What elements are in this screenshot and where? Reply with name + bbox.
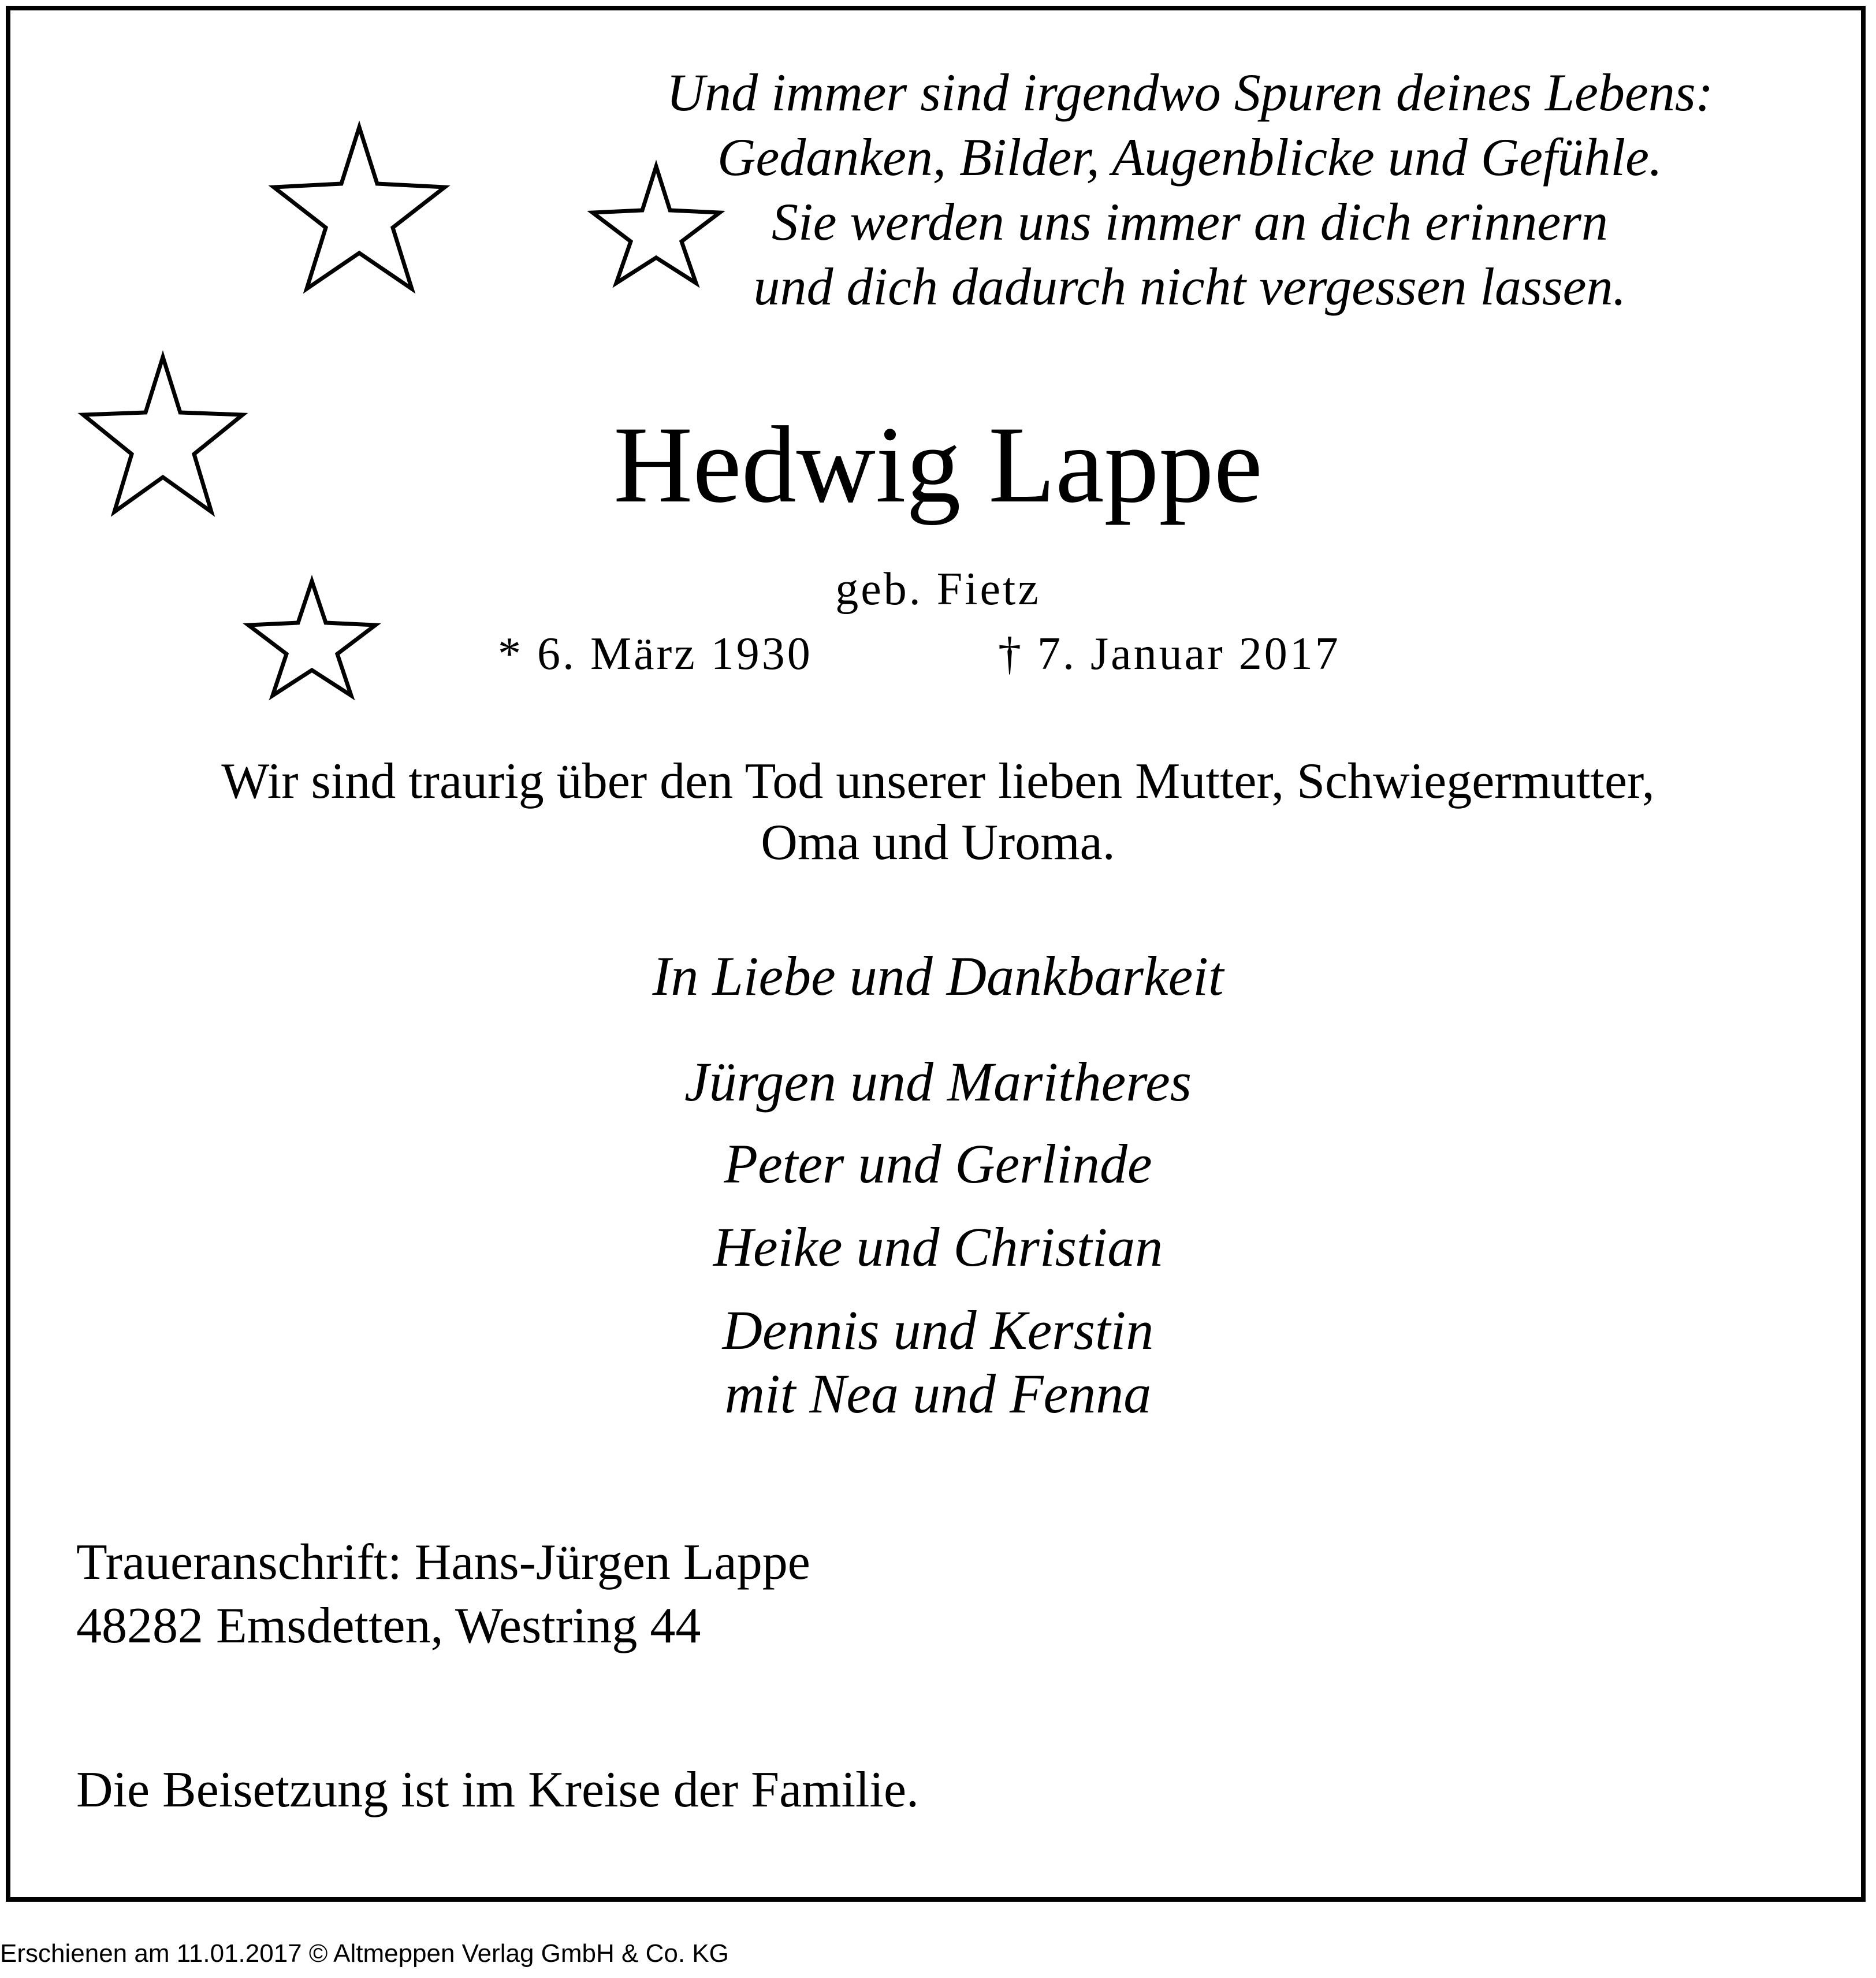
- birth-date: * 6. März 1930: [498, 629, 813, 679]
- address-line: Traueranschrift: Hans-Jürgen Lappe: [76, 1534, 810, 1590]
- burial-note: Die Beisetzung ist im Kreise der Familie.: [76, 1762, 920, 1818]
- family-member: Heike und Christian: [713, 1216, 1163, 1278]
- mourning-line: Oma und Uroma.: [761, 815, 1115, 871]
- closing-phrase: In Liebe und Dankbarkeit: [652, 945, 1224, 1007]
- deceased-name: Hedwig Lappe: [613, 404, 1263, 526]
- verse-line: und dich dadurch nicht vergessen lassen.: [753, 257, 1626, 316]
- mourning-text: [0, 751, 1876, 873]
- verse-line: Gedanken, Bilder, Augenblicke und Gefühle.: [717, 128, 1662, 187]
- address-line: 48282 Emsdetten, Westring 44: [76, 1598, 701, 1654]
- family-member: mit Nea und Fenna: [724, 1363, 1152, 1425]
- verse-line: Und immer sind irgendwo Spuren deines Lebens:: [666, 63, 1714, 122]
- family-member: Jürgen und Maritheres: [684, 1051, 1192, 1113]
- verse-line: Sie werden uns immer an dich erinnern: [772, 192, 1608, 251]
- star-outline-icon: [274, 127, 445, 289]
- mourning-address: [76, 1531, 810, 1658]
- publication-footer: Erschienen am 11.01.2017 © Altmeppen Verlag GmbH & Co. KG: [0, 1939, 729, 1968]
- family-member: Dennis und Kerstin: [722, 1299, 1154, 1361]
- maiden-name: geb. Fietz: [835, 564, 1041, 615]
- memorial-verse: [578, 60, 1802, 319]
- family-member: Peter und Gerlinde: [724, 1133, 1152, 1195]
- death-date: † 7. Januar 2017: [998, 629, 1341, 679]
- mourning-line: Wir sind traurig über den Tod unserer lieben Mutter, Schwiegermutter,: [221, 753, 1655, 809]
